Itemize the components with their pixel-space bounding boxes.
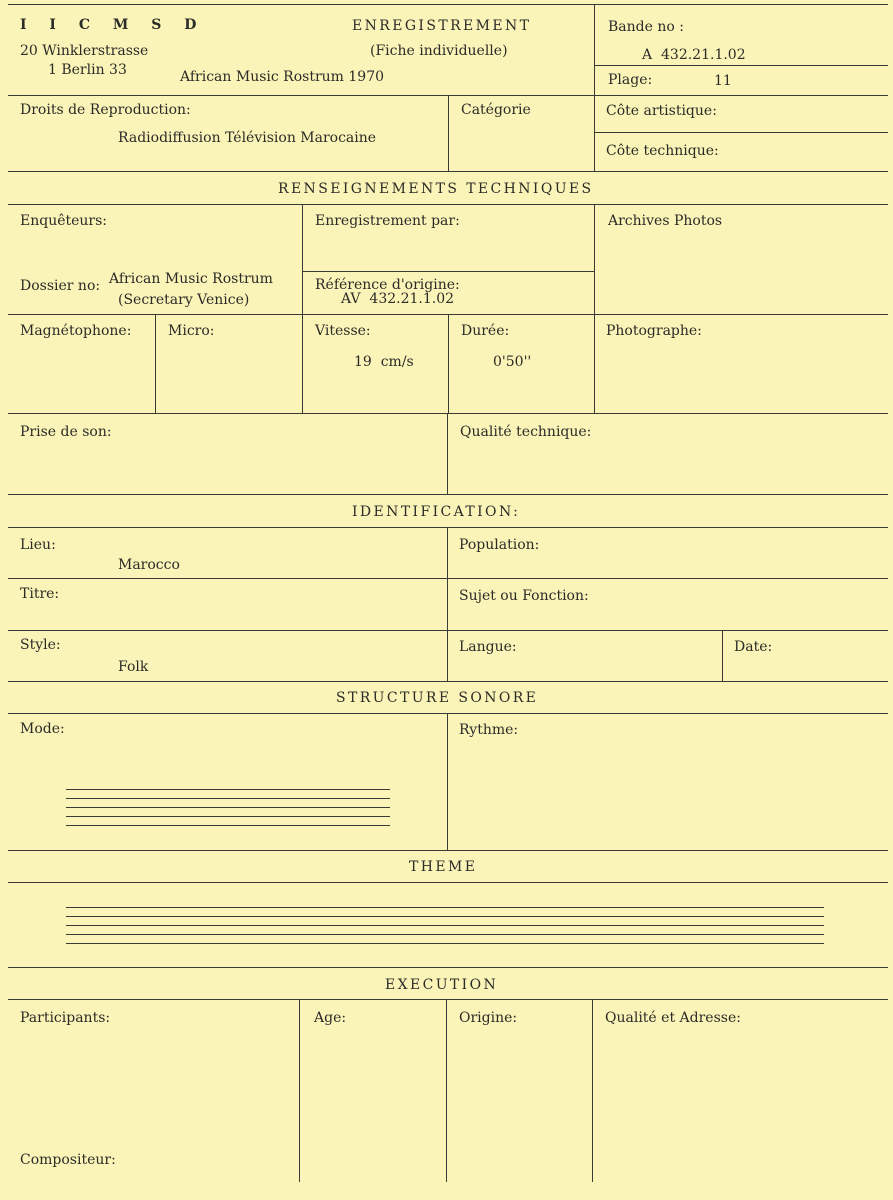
bande-label: Bande no : [608, 19, 684, 35]
lieu-label: Lieu: [20, 537, 56, 553]
rule-theme-title-bottom [8, 882, 888, 883]
enqueteurs-label: Enquêteurs: [20, 213, 108, 229]
rule-tech-title-bottom [8, 204, 888, 205]
theme-staff-line [66, 943, 824, 944]
cote-technique-label: Côte technique: [606, 143, 719, 159]
qualite-technique-label: Qualité technique: [460, 424, 592, 440]
plage-value: 11 [714, 73, 732, 89]
enregistrement-par-label: Enregistrement par: [315, 213, 460, 229]
cote-artistique-label: Côte artistique: [606, 103, 717, 119]
org-logo: I I C M S D [20, 17, 206, 33]
mode-label: Mode: [20, 721, 65, 737]
dossier-value-line1: African Music Rostrum [109, 271, 273, 287]
rule-enregistrement-left [302, 204, 303, 314]
mode-staff-line [66, 807, 390, 808]
rule-rights-bottom [8, 171, 888, 172]
photographe-label: Photographe: [606, 323, 702, 339]
origine-label: Origine: [459, 1010, 518, 1026]
theme-staff-line [66, 934, 824, 935]
rule-duree-left [448, 314, 449, 413]
droits-label: Droits de Reproduction: [20, 102, 191, 118]
categorie-label: Catégorie [461, 102, 531, 118]
theme-staff-line [66, 916, 824, 917]
form-title: ENREGISTREMENT [352, 18, 532, 34]
form-subtitle: (Fiche individuelle) [370, 43, 508, 59]
address-line2: 1 Berlin 33 [48, 62, 127, 78]
theme-staff-line [66, 925, 824, 926]
reference-value: AV 432.21.1.02 [341, 291, 455, 307]
participants-label: Participants: [20, 1010, 111, 1026]
rule-micro-left [155, 314, 156, 413]
langue-label: Langue: [459, 639, 517, 655]
section-title-execution: EXECUTION [385, 977, 499, 993]
titre-label: Titre: [20, 586, 60, 602]
rule-date-left [722, 630, 723, 681]
dossier-label: Dossier no: [20, 278, 101, 294]
section-title-theme: THEME [409, 859, 478, 875]
collection-name: African Music Rostrum 1970 [180, 69, 385, 85]
prise-de-son-label: Prise de son: [20, 424, 112, 440]
mode-staff-line [66, 816, 390, 817]
rule-mode-bottom [8, 850, 888, 851]
rule-plage-top [594, 65, 888, 66]
style-value: Folk [118, 659, 149, 675]
rule-age-left [299, 999, 300, 1182]
section-title-structure: STRUCTURE SONORE [336, 690, 539, 706]
rythme-label: Rythme: [459, 722, 519, 738]
duree-label: Durée: [461, 323, 510, 339]
rule-vitesse-left [302, 314, 303, 413]
plage-label: Plage: [608, 72, 653, 88]
duree-value: 0'50'' [493, 354, 532, 370]
theme-staff-line [66, 907, 824, 908]
mode-staff-line [66, 798, 390, 799]
address-line1: 20 Winklerstrasse [20, 43, 149, 59]
rule-rythme-left [447, 713, 448, 850]
section-title-identification: IDENTIFICATION: [352, 504, 521, 520]
population-label: Population: [459, 537, 540, 553]
archives-photos-label: Archives Photos [608, 213, 723, 229]
rule-top [8, 4, 888, 5]
droits-value: Radiodiffusion Télévision Marocaine [118, 130, 377, 146]
date-label: Date: [734, 639, 773, 655]
compositeur-label: Compositeur: [20, 1152, 116, 1168]
rule-archives-left [594, 204, 595, 314]
section-title-technical: RENSEIGNEMENTS TECHNIQUES [278, 181, 594, 197]
lieu-value: Marocco [118, 557, 180, 573]
rule-qualite-tech-left [447, 413, 448, 494]
qualite-adresse-label: Qualité et Adresse: [605, 1010, 741, 1026]
magnetophone-label: Magnétophone: [20, 323, 132, 339]
sujet-label: Sujet ou Fonction: [459, 588, 589, 604]
rule-origine-left [446, 999, 447, 1182]
dossier-value-line2: (Secretary Venice) [118, 292, 250, 308]
rule-style-bottom [8, 681, 888, 682]
mode-staff-line [66, 825, 390, 826]
rule-categorie-left [448, 95, 449, 171]
vitesse-value: 19 cm/s [354, 354, 414, 370]
vitesse-label: Vitesse: [315, 323, 371, 339]
rule-prise-bottom [8, 494, 888, 495]
reference-label: Référence d'origine: [315, 277, 460, 293]
rule-reference-top [302, 271, 594, 272]
micro-label: Micro: [168, 323, 215, 339]
style-label: Style: [20, 637, 61, 653]
rule-ident-mid [447, 527, 448, 681]
bande-value: A 432.21.1.02 [642, 47, 746, 63]
rule-cote-split [594, 132, 888, 133]
age-label: Age: [314, 1010, 347, 1026]
mode-staff-line [66, 789, 390, 790]
rule-photographe-left [594, 314, 595, 413]
rule-qualite-adresse-left [592, 999, 593, 1182]
rule-exec-title-bottom [8, 999, 888, 1000]
rule-header-right-col [594, 4, 595, 171]
rule-theme-bottom [8, 967, 888, 968]
